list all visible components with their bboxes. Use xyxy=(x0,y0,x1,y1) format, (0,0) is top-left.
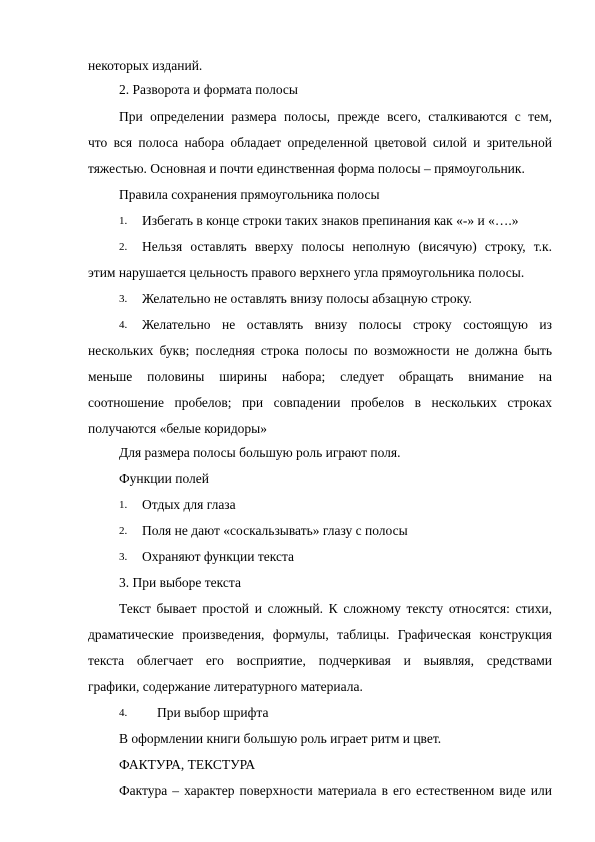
list-item-continued: меньше половины ширины набора; следует обращать внимание на xyxy=(88,369,552,384)
text-line: некоторых изданий. xyxy=(88,58,203,73)
paragraph-line: Фактура – характер поверхности материала в его естественном виде или xyxy=(119,783,552,798)
paragraph-line: Текст бывает простой и сложный. К сложному тексту относятся: стихи, xyxy=(119,601,552,616)
list-item-continued: соотношение пробелов; при совпадении пробелов в нескольких строках xyxy=(88,395,552,410)
list-item-continued: этим нарушается цельность правого верхнего угла прямоугольника полосы. xyxy=(88,265,525,280)
list-number: 3. xyxy=(119,293,128,305)
paragraph-line: При определении размера полосы, прежде всего, сталкиваются с тем, xyxy=(119,109,552,124)
list-item-continued: получаются «белые коридоры» xyxy=(88,421,268,436)
paragraph-line: драматические произведения, формулы, таблицы. Графическая конструкция xyxy=(88,627,552,642)
paragraph-line: В оформлении книги большую роль играет ритм и цвет. xyxy=(119,731,442,746)
list-item: Охраняют функции текста xyxy=(142,549,295,564)
list-item: Избегать в конце строки таких знаков препинания как «-» и «….» xyxy=(142,213,519,228)
list-number: 3. xyxy=(119,551,128,563)
paragraph-line: текста облегчает его восприятие, подчеркивая и выявляя, средствами xyxy=(88,653,552,668)
list-number: 4. xyxy=(119,707,128,719)
list-item: Поля не дают «соскальзывать» глазу с полосы xyxy=(142,523,408,538)
paragraph-line: графики, содержание литературного материала. xyxy=(88,679,363,694)
list-item: Желательно не оставлять внизу полосы абзацную строку. xyxy=(142,291,472,306)
section-heading: При выбор шрифта xyxy=(157,705,269,720)
list-item: Отдых для глаза xyxy=(142,497,236,512)
section-heading: ФАКТУРА, ТЕКСТУРА xyxy=(119,757,256,772)
paragraph-line: что вся полоса набора обладает определенной цветовой силой и зрительной xyxy=(88,135,552,150)
list-item: Желательно не оставлять внизу полосы строку состоящую из xyxy=(142,317,552,332)
paragraph-line: Для размера полосы большую роль играют поля. xyxy=(119,445,401,460)
section-heading: 2. Разворота и формата полосы xyxy=(119,82,298,97)
list-number: 2. xyxy=(119,525,128,537)
list-number: 2. xyxy=(119,241,128,253)
paragraph-line: тяжестью. Основная и почти единственная форма полосы – прямоугольник. xyxy=(88,161,525,176)
list-item: Нельзя оставлять вверху полосы неполную (висячую) строку, т.к. xyxy=(142,239,552,254)
list-number: 1. xyxy=(119,499,128,511)
list-number: 4. xyxy=(119,319,128,331)
list-number: 1. xyxy=(119,215,128,227)
section-heading: 3. При выборе текста xyxy=(119,575,241,590)
list-heading: Функции полей xyxy=(119,471,209,486)
list-item-continued: нескольких букв; последняя строка полосы по возможности не должна быть xyxy=(88,343,552,358)
list-heading: Правила сохранения прямоугольника полосы xyxy=(119,187,380,202)
